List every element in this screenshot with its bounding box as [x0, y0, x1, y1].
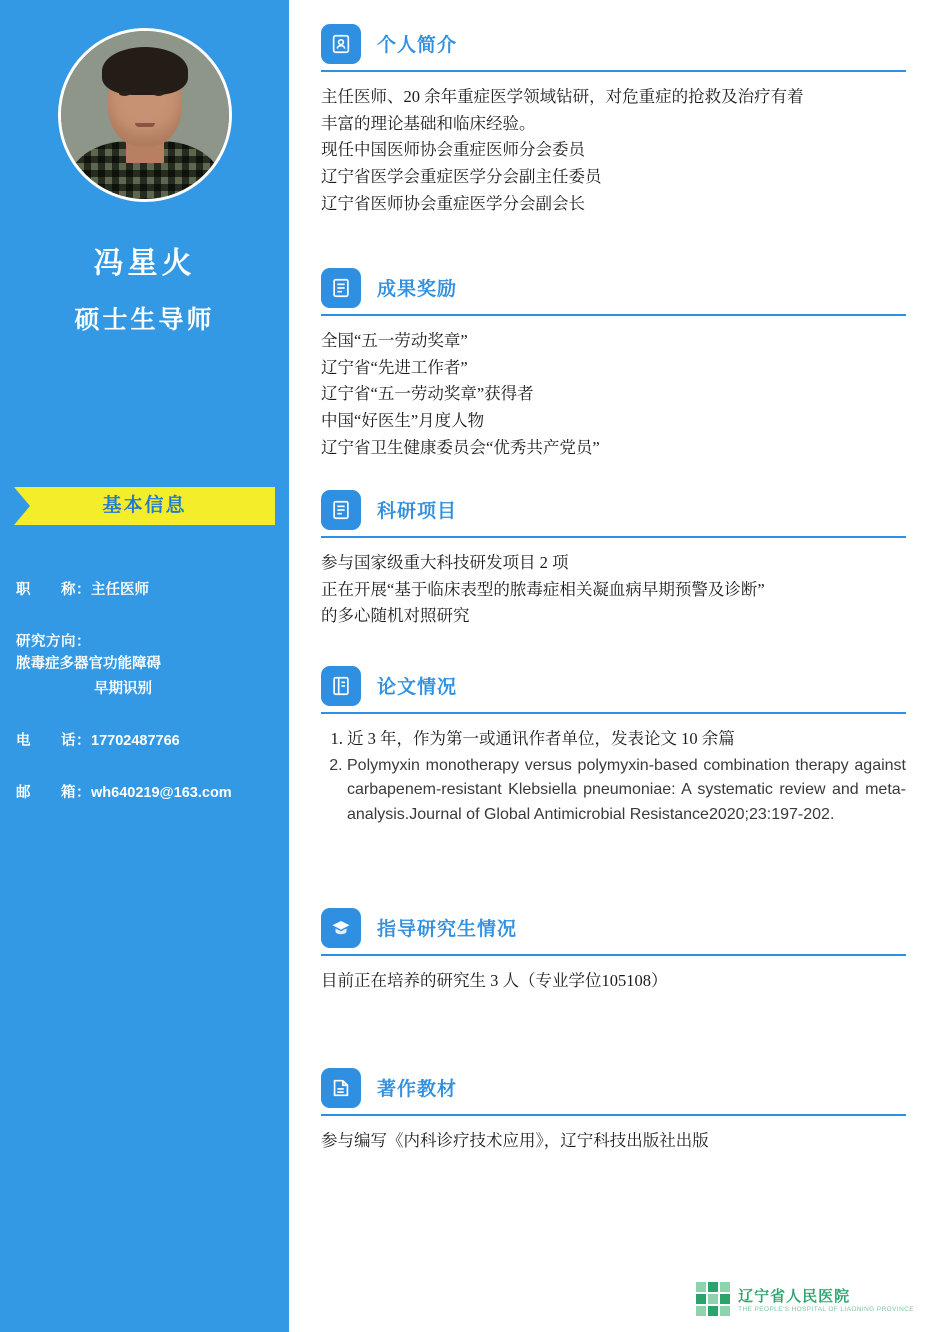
- book-icon: [321, 666, 361, 706]
- section-header-intro: [321, 24, 906, 70]
- info-label-email: 邮 箱：: [16, 784, 91, 801]
- sidebar: [0, 0, 289, 1332]
- person-subtitle: 硕士生导师: [74, 306, 215, 334]
- org-name-en: THE PEOPLE'S HOSPITAL OF LIAONING PROVINCE: [738, 1306, 914, 1313]
- graduation-cap-icon: [321, 908, 361, 948]
- footer-logo: [696, 1282, 914, 1316]
- basic-info-list: [16, 580, 274, 835]
- basic-info-title: 基本信息: [102, 495, 187, 516]
- avatar: [58, 28, 232, 202]
- section-papers: [321, 666, 906, 830]
- book-line-1: 参与编写《内科诊疗技术应用》，辽宁科技出版社出版: [321, 1131, 709, 1150]
- info-row-phone: [16, 731, 274, 753]
- section-title-students: 指导研究生情况: [377, 919, 518, 940]
- section-rule-awards: [321, 314, 906, 316]
- project-line-1: 参与国家级重大科技研发项目 2 项: [321, 553, 569, 572]
- intro-line-4: 辽宁省医学会重症医学分会副主任委员: [321, 167, 602, 187]
- footer-logo-text: [738, 1285, 914, 1313]
- info-value-research: 脓毒症多器官功能障碍: [16, 655, 161, 672]
- person-name: 冯星火: [93, 247, 196, 280]
- award-line-4: 中国“好医生”月度人物: [321, 411, 485, 431]
- document-icon: [321, 490, 361, 530]
- portrait-photo: [61, 31, 229, 199]
- section-title-papers: 论文情况: [377, 677, 458, 698]
- section-students: [321, 908, 906, 995]
- paper-item-1: 1. 近 3 年，作为第一或通讯作者单位，发表论文 10 余篇: [347, 726, 906, 752]
- section-books: [321, 1068, 906, 1155]
- section-rule-intro: [321, 70, 906, 72]
- section-header-projects: [321, 490, 906, 536]
- section-body-papers: [321, 712, 906, 828]
- section-projects: [321, 490, 906, 630]
- section-body-books: [321, 1114, 906, 1155]
- section-header-books: [321, 1068, 906, 1114]
- info-row-research: [16, 632, 274, 701]
- section-rule-books: [321, 1114, 906, 1116]
- intro-line-3: 现任中国医师协会重症医师分会委员: [321, 140, 585, 160]
- eye-left: [119, 91, 130, 96]
- section-title-books: 著作教材: [377, 1079, 458, 1100]
- mouth-shape: [135, 123, 155, 127]
- info-label-research: 研究方向：: [16, 633, 91, 650]
- content-area: [289, 0, 942, 1332]
- info-value-email: wh640219@163.com: [91, 784, 232, 801]
- project-line-3: 的多心随机对照研究: [321, 606, 470, 626]
- textbook-icon: [321, 1068, 361, 1108]
- award-line-2: 辽宁省“先进工作者”: [321, 357, 468, 377]
- hospital-logo-icon: [696, 1282, 730, 1316]
- intro-line-2: 丰富的理论基础和临床经验。: [321, 113, 536, 133]
- info-row-title: [16, 580, 274, 602]
- section-title-intro: 个人简介: [377, 35, 458, 56]
- info-value-title: 主任医师: [91, 582, 149, 598]
- section-header-papers: [321, 666, 906, 712]
- certificate-icon: [321, 268, 361, 308]
- section-intro: [321, 24, 906, 218]
- award-line-1: 全国“五一劳动奖章”: [321, 331, 468, 350]
- section-rule-students: [321, 954, 906, 956]
- section-awards: [321, 268, 906, 462]
- paper-item-2: 2. Polymyxin monotherapy versus polymyxin-based combination therapy against carbapenem-resistant Klebsiella pneumoniae: A systematic review and meta-analysis.Journal of Global Antimicrobial Resistance2020;23:197-202.: [347, 754, 906, 828]
- project-line-2: 正在开展“基于临床表型的脓毒症相关凝血病早期预警及诊断”: [321, 579, 765, 599]
- section-body-intro: [321, 70, 906, 218]
- person-badge-icon: [321, 24, 361, 64]
- section-body-awards: [321, 314, 906, 462]
- section-header-awards: [321, 268, 906, 314]
- info-label-title: 职 称：: [16, 582, 91, 598]
- paper-list: [321, 726, 906, 828]
- section-title-awards: 成果奖励: [377, 279, 458, 300]
- info-value-research-line2: 早期识别: [94, 681, 152, 698]
- org-name: 辽宁省人民医院: [738, 1288, 851, 1305]
- section-header-students: [321, 908, 906, 954]
- award-line-5: 辽宁省卫生健康委员会“优秀共产党员”: [321, 437, 600, 457]
- info-value-phone: 17702487766: [91, 733, 180, 749]
- intro-line-1: 主任医师、20 余年重症医学领域钻研，对危重症的抢救及治疗有着: [321, 87, 804, 106]
- section-body-students: [321, 954, 906, 995]
- info-label-phone: 电 话：: [16, 733, 91, 749]
- student-line-1: 目前正在培养的研究生 3 人（专业学位105108）: [321, 971, 668, 990]
- section-body-projects: [321, 536, 906, 630]
- section-rule-papers: [321, 712, 906, 714]
- info-row-email: [16, 783, 274, 805]
- intro-line-5: 辽宁省医师协会重症医学分会副会长: [321, 193, 585, 213]
- section-rule-projects: [321, 536, 906, 538]
- award-line-3: 辽宁省“五一劳动奖章”获得者: [321, 384, 534, 404]
- section-title-projects: 科研项目: [377, 501, 458, 522]
- eye-right: [153, 91, 164, 96]
- hair-shape: [102, 47, 188, 95]
